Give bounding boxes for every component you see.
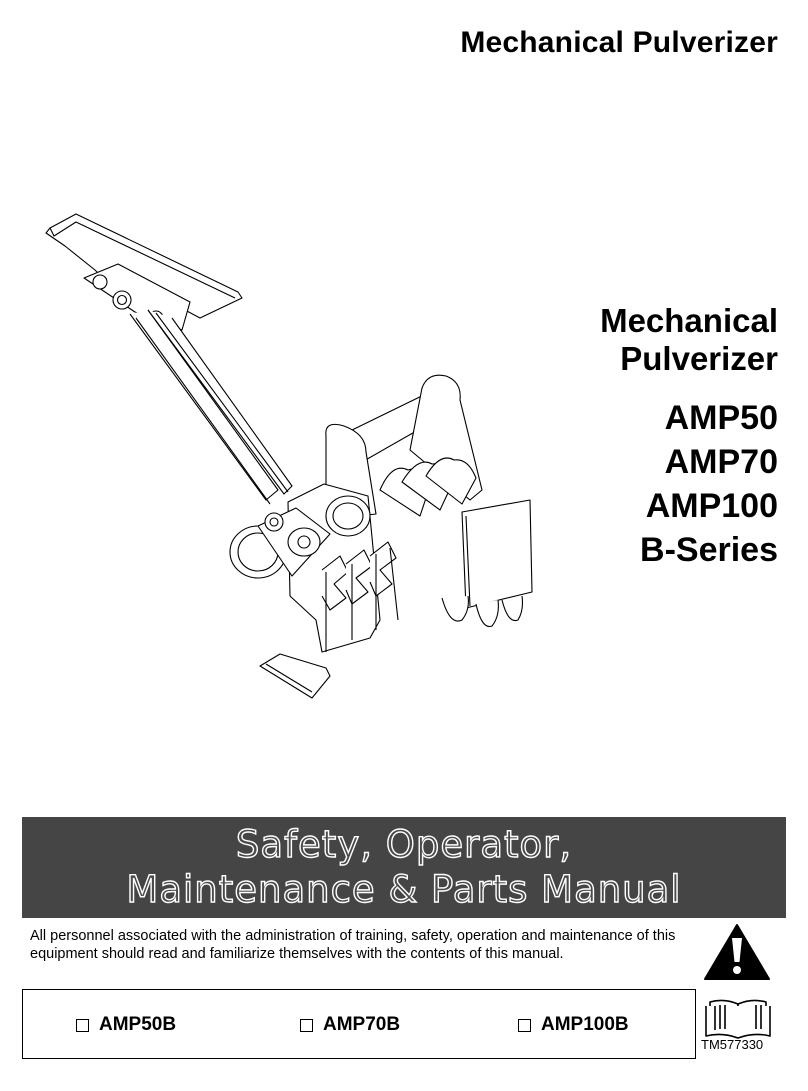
model-list — [600, 397, 778, 572]
product-name-line-1: Mechanical — [600, 302, 778, 339]
banner-line-2: Maintenance & Parts Manual — [126, 867, 682, 911]
product-name-line-2: Pulverizer — [620, 339, 778, 377]
document-number: TM577330 — [701, 1037, 764, 1052]
checkbox-square[interactable] — [300, 1019, 313, 1032]
model-b-series: B-Series — [640, 530, 778, 569]
page-title: Mechanical Pulverizer — [460, 26, 778, 59]
checkbox-square[interactable] — [518, 1019, 531, 1032]
model-amp70: AMP70 — [664, 443, 778, 482]
open-book-icon — [704, 996, 772, 1040]
safety-notice: All personnel associated with the administration of training, safety, operation and maintenance of this equipment should read and familiarize themselves with the contents of this manual. — [30, 928, 676, 963]
checkbox-amp100b[interactable] — [518, 1014, 629, 1036]
pulverizer-illustration — [30, 200, 550, 720]
checkbox-label: AMP100B — [541, 1014, 629, 1035]
checkbox-square[interactable] — [76, 1019, 89, 1032]
checkbox-label: AMP70B — [323, 1014, 401, 1035]
warning-triangle-icon — [703, 922, 771, 982]
banner-line-1: Safety, Operator, — [235, 823, 573, 867]
manual-type-banner — [22, 817, 786, 918]
checkbox-amp50b[interactable] — [76, 1014, 176, 1036]
checkbox-label: AMP50B — [99, 1014, 177, 1035]
checkbox-amp70b[interactable] — [300, 1014, 400, 1036]
model-amp50: AMP50 — [664, 399, 778, 438]
product-block — [600, 302, 778, 573]
model-amp100: AMP100 — [645, 486, 778, 525]
